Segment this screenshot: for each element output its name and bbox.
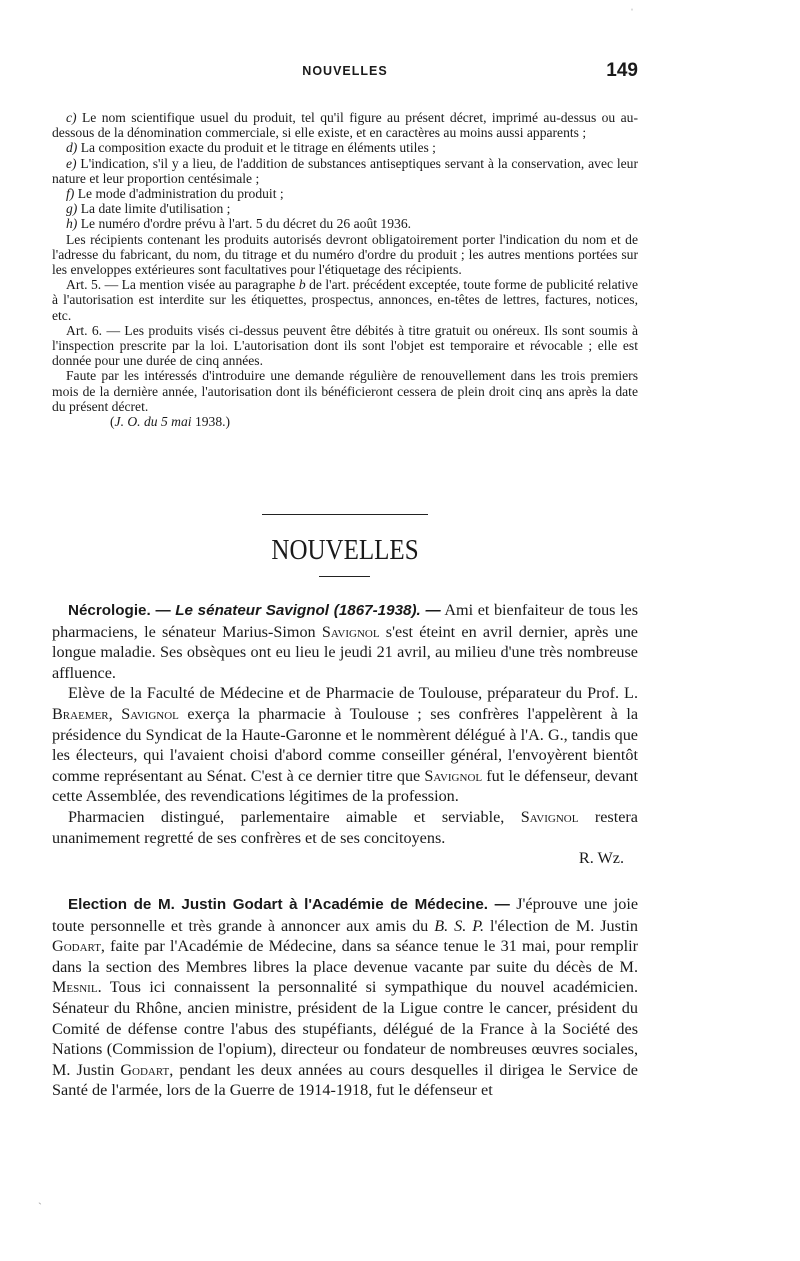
election-article xyxy=(52,894,638,1101)
renewal-paragraph: Faute par les intéressés d'introduire une demande régulière de renouvellement dans les trois premiers mois de la dernière année, l'autorisation dont ils bénéficieront cessera de plein droit cinq ans après la date du présent décret. xyxy=(52,368,638,414)
person-name: Savignol xyxy=(520,807,579,826)
person-name: Braemer xyxy=(52,704,109,723)
election-text: , pendant les deux années au cours desquelles il dirigea le Service de Santé de l'armée, lors de la Guerre de 1914-1918, fut le défenseur et xyxy=(52,1060,638,1100)
article-5-text-end: de l'art. précédent exceptée, toute forme de publicité relative à l'autorisation est interdite sur les étiquettes, prospectus, annonces, en-têtes de lettres, factures, notices, etc. xyxy=(52,277,638,323)
divider-rule xyxy=(262,514,428,515)
necrology-article xyxy=(52,600,638,869)
article-6: Art. 6. — Les produits visés ci-dessus peuvent être débités à titre gratuit ou onéreux. Ils sont soumis à l'inspection prescrite par la loi. L'autorisation dont ils sont l'objet est temporaire et révocable ; elle est donnée pour une durée de cinq années. xyxy=(52,322,638,369)
citation-source: J. O. du 5 mai xyxy=(114,414,192,430)
necrology-subheading: Le sénateur Savignol (1867-1938). — xyxy=(175,602,441,619)
item-text-h: Le numéro d'ordre prévu à l'art. 5 du décret du 26 août 1936. xyxy=(77,216,412,232)
item-label-f: f) xyxy=(66,186,75,202)
item-label-c: c) xyxy=(66,110,77,125)
person-name: Savignol xyxy=(424,766,483,785)
title-underline xyxy=(319,576,370,577)
item-text-c: Le nom scientifique usuel du produit, tel qu'il figure au présent décret, imprimé au-dessus ou au-dessous de la dénomination commerciale, si elle existe, et en caractères au moins aussi apparents ; xyxy=(52,110,638,141)
decree-excerpt xyxy=(52,110,638,429)
person-name: Mesnil xyxy=(52,978,98,997)
article-5 xyxy=(52,277,638,323)
page-header xyxy=(52,62,638,86)
necrology-text: , xyxy=(108,704,122,723)
person-name: Savignol xyxy=(121,704,179,723)
citation-open: ( xyxy=(110,414,115,430)
citation xyxy=(52,414,638,429)
person-name: Savignol xyxy=(321,622,380,641)
citation-year: 1938.) xyxy=(191,414,231,430)
article-5-text: Art. 5. — La mention visée au paragraphe xyxy=(66,277,299,293)
running-title: NOUVELLES xyxy=(302,64,388,78)
author-signature: R. Wz. xyxy=(578,849,624,868)
item-label-h: h) xyxy=(66,216,78,232)
election-text: , faite par l'Académie de Médecine, dans sa séance tenue le 31 mai, pour remplir dans la section des Membres libres la place devenue vacante par suite du décès de M. xyxy=(52,937,638,976)
election-heading: Election de M. Justin Godart à l'Académie de Médecine. — xyxy=(68,896,510,913)
item-label-d: d) xyxy=(66,140,78,156)
page-number: 149 xyxy=(606,60,638,81)
person-name: Godart xyxy=(52,937,101,956)
election-text: l'élection de M. Justin xyxy=(484,916,638,935)
necrology-text: restera unanimement regretté de ses confrères et de ses concitoyens. xyxy=(52,807,638,847)
necrology-text: Ami et bienfaiteur de tous les pharmaciens, le sénateur Marius-Simon xyxy=(52,601,639,641)
necrology-text: s'est éteint en avril dernier, après une longue maladie. Ses obsèques ont eu lieu le jeudi 21 avril, au milieu d'une très nombreuse affluence. xyxy=(52,622,638,682)
necrology-text: Pharmacien distingué, parlementaire aimable et serviable, xyxy=(68,807,521,826)
item-text-e: L'indication, s'il y a lieu, de l'addition de substances antiseptiques servant à la conservation, avec leur nature et leur proportion centésimale ; xyxy=(52,155,638,186)
item-label-e: e) xyxy=(66,155,77,171)
item-text-d: La composition exacte du produit et le titrage en éléments utiles ; xyxy=(77,140,436,156)
journal-abbrev: B. S. P. xyxy=(434,916,485,935)
necrology-heading: Nécrologie. — xyxy=(68,602,171,619)
recipients-paragraph: Les récipients contenant les produits autorisés devront obligatoirement porter l'indication du nom et de l'adresse du fabricant, du nom, du titrage et du numéro d'ordre du produit ; les autres mentions portées sur les enveloppes extérieures sont facultatives pour l'étiquetage des récipients. xyxy=(52,231,638,278)
item-text-f: Le mode d'administration du produit ; xyxy=(74,186,284,202)
person-name: Godart xyxy=(120,1060,170,1079)
necrology-text: fut le défenseur, devant cette Assemblée, des revendications légitimes de la profession. xyxy=(52,766,638,806)
necrology-text: Elève de la Faculté de Médecine et de Pharmacie de Toulouse, préparateur du Prof. L. xyxy=(68,684,638,703)
item-text-g: La date limite d'utilisation ; xyxy=(77,201,231,217)
section-title: NOUVELLES xyxy=(271,535,419,566)
election-text: . Tous ici connaissent la personnalité si sympathique du nouvel académicien. Sénateur du Rhône, ancien ministre, président de la Ligue contre le cancer, président du Comité de défense contre l'abus des stupéfiants, délégué de la France à la Société des Nations (Commission de l'opium), directeur ou fondateur de nombreuses œuvres sociales, M. Justin xyxy=(52,978,638,1079)
necrology-text: exerça la pharmacie à Toulouse ; ses confrères l'appelèrent à la présidence du Syndicat de la Haute-Garonne et le nommèrent délégué à l'A. G., tandis que les électeurs, qui l'avaient choisi d'abord comme conseiller général, l'envoyèrent bientôt comme représentant au Sénat. C'est à ce dernier titre que xyxy=(52,704,639,785)
scan-speck: ˈ xyxy=(630,6,634,20)
article-5-ref: b xyxy=(298,277,306,293)
election-text: J'éprouve une joie toute personnelle et très grande à annoncer aux amis du xyxy=(52,895,639,935)
scan-speck: ˋ xyxy=(38,1200,42,1214)
item-label-g: g) xyxy=(66,201,78,217)
